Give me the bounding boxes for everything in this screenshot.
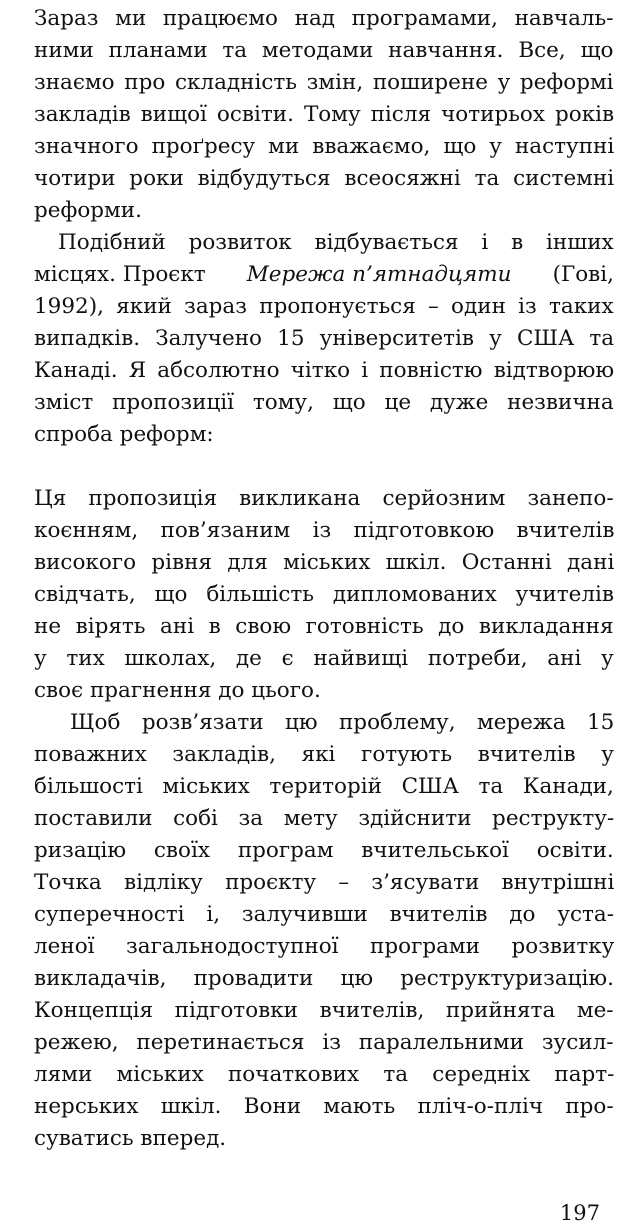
- quote-line: поважних закладів, які готують вчителів у: [34, 742, 614, 767]
- text-line: чотири роки відбудуться всеосяжні та системні: [34, 166, 615, 191]
- italic-title: Мережа п’ятнадцяти: [246, 262, 512, 287]
- quote-line: поставили собі за мету здійснити реструкту-: [34, 806, 615, 831]
- text-line: 1992), який зараз пропонується – один із таких: [34, 294, 614, 319]
- quote-line: суватись вперед.: [34, 1126, 227, 1151]
- quote-line: не вірять ані в свою готовність до викладання: [34, 614, 614, 639]
- quote-line: лями міських початкових та середніх парт-: [34, 1062, 615, 1087]
- quote-line: коєнням, пов’язаним із підготовкою вчителів: [34, 518, 615, 543]
- text-line: ними планами та методами навчання. Все, що: [34, 38, 614, 63]
- quote-line: нерських шкіл. Вони мають пліч-о-пліч про-: [34, 1094, 614, 1119]
- quote-line: Щоб розв’язати цю проблему, мережа 15: [70, 710, 615, 735]
- text-line: реформи.: [34, 198, 142, 223]
- text-line: [34, 264, 614, 286]
- quote-line: Ця пропозиція викликана серйозним занепо-: [34, 486, 614, 511]
- text-line: спроба реформ:: [34, 422, 214, 447]
- text-line: Канаді. Я абсолютно чітко і повністю відтворюю: [34, 358, 615, 383]
- page-number: 197: [559, 1201, 600, 1225]
- quote-line: леної загальнодоступної програми розвитку: [34, 934, 615, 959]
- text-line: Подібний розвиток відбувається і в інших: [58, 230, 614, 255]
- text-line: знаємо про складність змін, поширене у реформі: [34, 70, 614, 95]
- quote-line: високого рівня для міських шкіл. Останні дані: [34, 550, 615, 575]
- quote-line: своє прагнення до цього.: [34, 678, 321, 703]
- quote-line: режею, перетинається із паралельними зусил-: [34, 1030, 614, 1055]
- quote-line: суперечності і, залучивши вчителів до уста-: [34, 902, 614, 927]
- quote-line: викладачів, провадити цю реструктуризацію.: [34, 966, 614, 991]
- quote-line: свідчать, що більшість дипломованих учителів: [34, 582, 615, 607]
- quote-line: Точка відліку проєкту – з’ясувати внутрішні: [34, 870, 615, 895]
- text-line: Зараз ми працюємо над програмами, навчаль-: [34, 6, 614, 31]
- quote-line: у тих школах, де є найвищі потреби, ані у: [34, 646, 614, 671]
- quote-line: ризацію своїх програм вчительської освіти.: [34, 838, 614, 863]
- text-line: випадків. Залучено 15 університетів у США та: [34, 326, 615, 351]
- quote-line: Концепція підготовки вчителів, прийнята ме-: [34, 998, 614, 1023]
- quote-line: більшості міських територій США та Канади,: [34, 774, 614, 799]
- text-line: значного проґресу ми вважаємо, що у наступні: [34, 134, 615, 159]
- text-fragment: місцях. Проєкт: [34, 262, 206, 287]
- text-line: закладів вищої освіти. Тому після чотирьох років: [34, 102, 615, 127]
- text-fragment: (Гові,: [552, 262, 614, 287]
- text-line: зміст пропозиції тому, що це дуже незвична: [34, 390, 614, 415]
